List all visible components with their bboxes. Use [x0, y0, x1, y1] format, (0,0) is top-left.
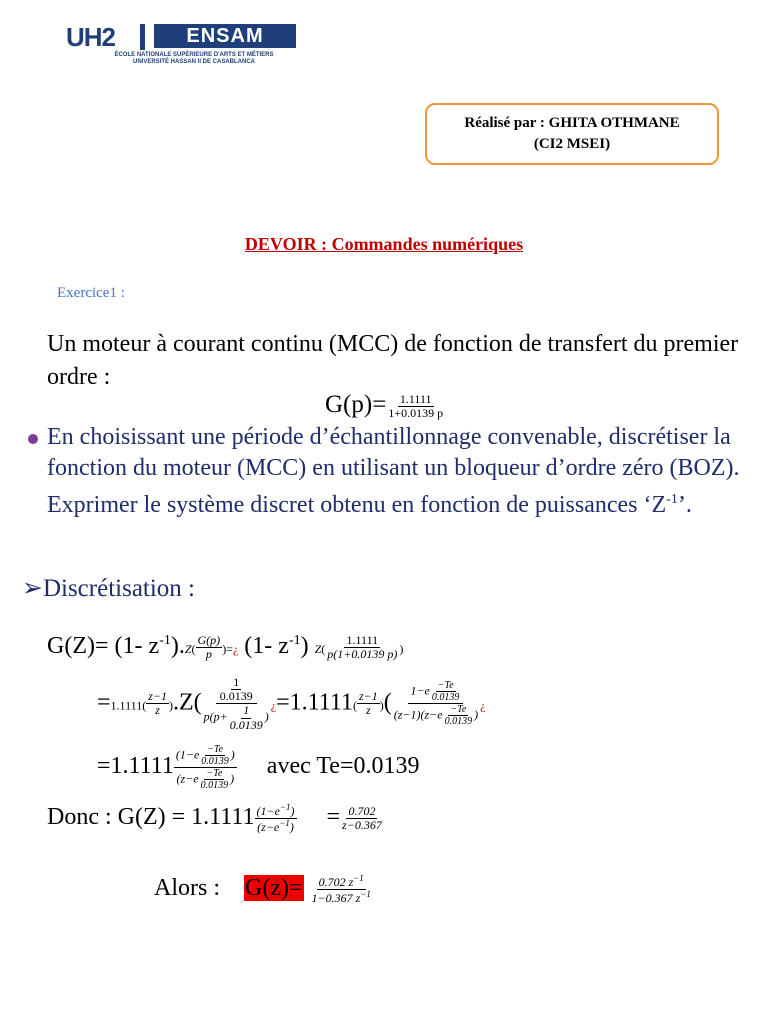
eq2-exp2-num: −Te [450, 704, 467, 716]
eq3-num-a: (1−e [175, 747, 200, 762]
eq2-frac3-den-close: ) [474, 707, 479, 722]
eq2-frac2 [357, 690, 380, 717]
eq3-exp2-num: −Te [206, 768, 223, 779]
author-box [425, 103, 719, 165]
result-highlight: G(z)= [245, 875, 303, 902]
gp-denominator: 1+0.0139 p [388, 405, 444, 420]
exercise-label: Exercice1 : [57, 285, 125, 301]
eq2-inner-frac [202, 676, 271, 732]
eq1-frac-num: 1.1111 [346, 632, 379, 647]
gp-numerator: 1.1111 [399, 391, 432, 406]
eq5-den-sup: −1 [360, 889, 371, 900]
school-logo [66, 22, 326, 66]
eq3-den [175, 768, 237, 791]
eq3-exp2 [199, 768, 231, 791]
eq5-num-sup: −1 [353, 873, 364, 883]
eq4-frac2 [340, 805, 384, 832]
logo-subtitle-line1: ÉCOLE NATIONALE SUPÉRIEURE D'ARTS ET MÉTIERS [114, 52, 274, 58]
eq2-exp2 [443, 704, 475, 727]
author-class: (CI2 MSEI) [533, 136, 611, 152]
eq2-inner-den [202, 704, 271, 731]
eq5-alors: Alors : [154, 875, 220, 902]
eq5-num [317, 874, 366, 890]
eq2-inner-den-a: p(p+ [203, 709, 228, 724]
section-heading [22, 573, 195, 603]
gp-fraction [386, 393, 445, 420]
eq2-eqk: =1.1111 [276, 689, 353, 716]
eq5-den-a: 1−0.367 z [311, 891, 361, 906]
section-title: Discrétisation : [42, 575, 196, 602]
eq3-lhs: =1.1111 [97, 753, 174, 780]
eq3-den-close: ) [230, 771, 235, 786]
eq3-den-a: (z−e [176, 771, 199, 786]
eq4-num-close: ) [290, 804, 295, 818]
eq4-den [255, 819, 296, 834]
eq2-inner-den-close: ) [264, 709, 269, 724]
eq2-frac3-num-a: 1−e [410, 683, 430, 698]
equation-1: G(Z)= (1- $z^{-1}).Z$( $\frac{G(p)}{p}$ )=¿ (1- $z^{-1}$) Z( $\frac{1.1111}{p(1+0.0139 p)}$ ) [47, 632, 404, 661]
eq2-frac2-den: z [366, 703, 371, 718]
eq4-frac2-num: 0.702 [348, 804, 376, 818]
eq1-rhs: (1- z [238, 633, 289, 659]
eq1-z2: Z [314, 642, 322, 656]
equation-3 [97, 744, 420, 791]
eq1-rhs-sup: -1 [288, 633, 301, 648]
transfer-function-gp [325, 391, 445, 420]
eq3-num-close: ) [230, 747, 235, 762]
eq1-frac-den: p(1+0.0139 p) [327, 646, 398, 661]
eq2-frac1 [146, 690, 169, 717]
eq4-frac1 [255, 803, 297, 834]
eq1-close: ) [300, 633, 309, 659]
gp-label: G(p)= [325, 391, 387, 418]
bullet-paragraph [47, 422, 767, 521]
eq2-frac1-den: z [155, 703, 160, 718]
eq2-frac3 [392, 680, 480, 727]
eq3-num [174, 744, 237, 768]
eq2-frac1-num: z−1 [148, 689, 167, 704]
eq4-den-a: (z−e [257, 820, 280, 835]
uh2-logo-symbol: UH2 [66, 22, 116, 52]
eq2-frac2-num: z−1 [358, 689, 378, 704]
eq1-dot: ). [170, 633, 185, 659]
eq4-eq: = [326, 804, 341, 831]
eq3-exp-num: −Te [207, 744, 223, 755]
bullet-icon [28, 434, 38, 444]
eq2-paren: ( [383, 689, 392, 716]
eq2-inner-den-den: 0.0139 [229, 717, 263, 732]
eq1-gp-den: p [205, 646, 212, 661]
eq3-avec: avec Te=0.0139 [266, 753, 420, 780]
eq1-lhs: G(Z)= (1- z [47, 633, 160, 659]
eq1-eqq: )= [222, 642, 233, 656]
eq2-exp [430, 680, 462, 703]
arrow-bullet-icon: ➢ [22, 575, 43, 602]
bullet-text: En choisissant une période d’échantillonnage convenable, discrétiser la fonction du moteur (MCC) en utilisant un bloqueur d’ordre zéro (BOZ). Exprimer le système discret obtenu en fonction de puissances ‘Z [47, 424, 740, 518]
bullet-text-end: ’. [677, 492, 692, 518]
eq2-inner-den-frac [228, 704, 265, 731]
eq2-mid: .Z( [173, 689, 202, 716]
eq3-frac [174, 744, 237, 791]
eq4-lhs: Donc : G(Z) = 1.1111 [47, 804, 255, 831]
eq5-den [310, 890, 373, 905]
eq2-frac3-den [392, 704, 480, 727]
eq3-exp-den: 0.0139 [201, 756, 229, 767]
equation-5 [154, 874, 373, 905]
eq2-inner-num-frac [218, 676, 255, 703]
eq1-inv: ¿ [232, 642, 239, 656]
eq1-gp-frac [196, 634, 223, 661]
eq1-frac [325, 634, 399, 661]
eq4-den-sup: −1 [279, 818, 290, 829]
intro-paragraph: Un moteur à courant continu (MCC) de fonction de transfert du premier ordre : [47, 331, 739, 390]
eq5-frac [310, 874, 373, 905]
logo-subtitle-line2: UNIVERSITÉ HASSAN II DE CASABLANCA [132, 59, 255, 65]
eq2-inv2: ¿ [480, 698, 486, 713]
eq1-gp-num: G(p) [197, 632, 221, 647]
eq2-inner-num-top: 1 [233, 675, 240, 689]
ensam-logo-text: ENSAM [154, 24, 296, 48]
eq2-exp2-den: 0.0139 [444, 716, 473, 728]
eq2-exp-den: 0.0139 [431, 692, 460, 704]
eq4-den-close: ) [289, 820, 294, 835]
eq2-k: 1.1111 [110, 698, 143, 713]
logo-divider [140, 24, 145, 50]
equation-4 [47, 803, 384, 834]
bullet-sup: -1 [666, 492, 678, 507]
document-title: DEVOIR : Commandes numériques [244, 234, 524, 254]
eq2-exp-num: −Te [437, 680, 454, 692]
eq1-sup: -1 [159, 633, 171, 648]
author-name: Réalisé par : GHITA OTHMANE [464, 115, 680, 131]
eq3-exp2-den: 0.0139 [200, 780, 229, 791]
eq1-z: Z [184, 642, 192, 656]
eq2-inner-den-num: 1 [243, 703, 250, 718]
eq2-frac3-den-a: (z−1)(z−e [393, 707, 443, 722]
equation-2: =1.1111( $\frac{z-1}{z}$ ).Z( $\frac{1}{0.0139}$ p(p+ $\frac{1}{0.0139}$ ) ¿=1.1111( $\frac{z-1}{z}$ )( 1−e $\frac{-Te}{0.0139}$ (z−1)(z−e $\frac{-Te}{0.0139}$ ) ¿ [97, 675, 486, 732]
eq4-num [255, 803, 297, 819]
eq2-inv: ¿ [270, 698, 277, 713]
eq2-eq: = [97, 689, 111, 716]
eq4-num-sup: −1 [279, 802, 291, 812]
eq5-num-a: 0.702 z [318, 875, 354, 889]
eq2-frac3-num [408, 680, 463, 704]
eq2-inner-num-bot: 0.0139 [219, 689, 253, 704]
eq4-frac2-den: z−0.367 [342, 818, 382, 833]
eq2-inner-num [216, 676, 257, 704]
eq3-exp [199, 744, 231, 767]
eq4-num-a: (1−e [256, 804, 280, 818]
